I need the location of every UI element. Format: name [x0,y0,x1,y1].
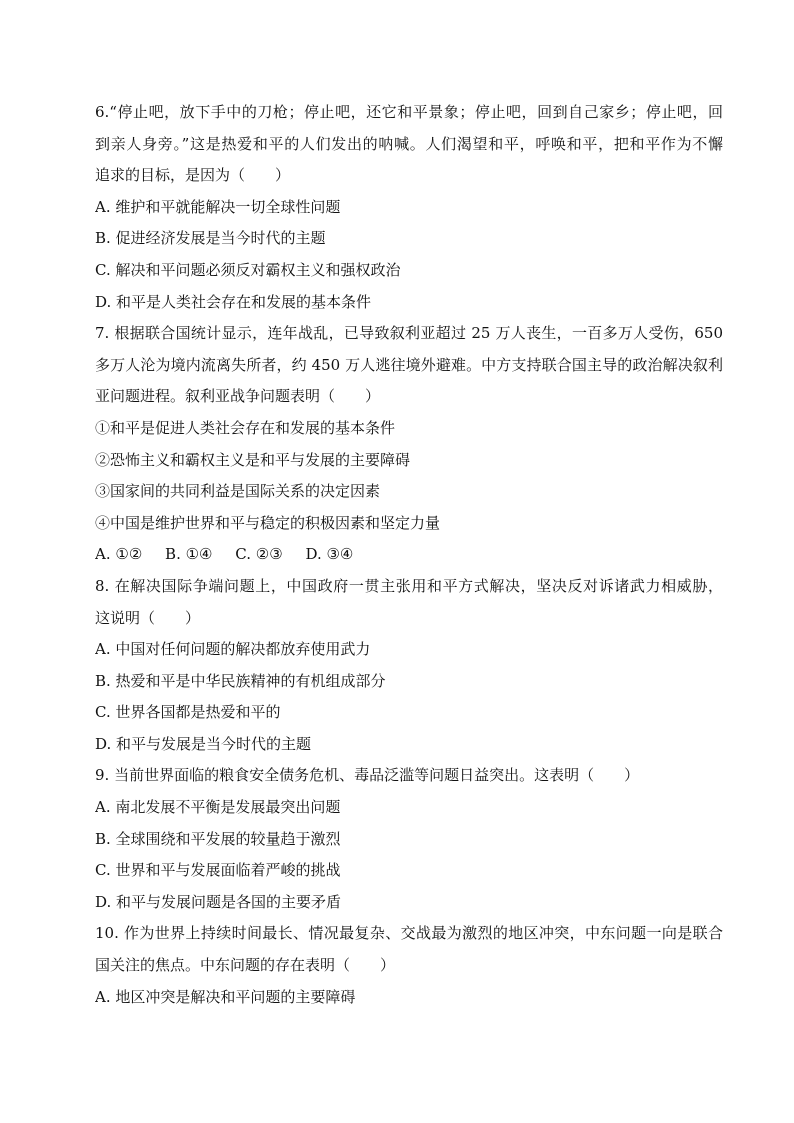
statement-1: ①和平是促进人类社会存在和发展的基本条件 [95,418,396,437]
question-stem-line: 10. 作为世界上持续时间最长、情况最复杂、交战最为激烈的地区冲突，中东问题一向是联合 [95,924,723,943]
question-stem-line: 国关注的焦点。中东问题的存在表明（ ） [95,956,396,975]
question-stem-line: 亚问题进程。叙利亚战争问题表明（ ） [95,387,381,406]
option-b: B. 全球围绕和平发展的较量趋于激烈 [95,829,341,848]
option-d: D. 和平与发展是当今时代的主题 [95,734,312,753]
statement-2: ②恐怖主义和霸权主义是和平与发展的主要障碍 [95,450,411,469]
option-a: A. 中国对任何问题的解决都放弃使用武力 [95,640,371,659]
option-d: D. ③④ [305,545,354,564]
option-d: D. 和平是人类社会存在和发展的基本条件 [95,292,372,311]
question-9 [95,760,723,918]
question-8 [95,571,723,761]
option-a: A. 地区冲突是解决和平问题的主要障碍 [95,987,356,1006]
document-page [95,97,723,1013]
statement-4: ④中国是维护世界和平与稳定的积极因素和坚定力量 [95,513,441,532]
question-stem-line: 8. 在解决国际争端问题上，中国政府一贯主张用和平方式解决，坚决反对诉诸武力相威胁， [95,576,723,595]
option-c: C. 世界各国都是热爱和平的 [95,703,281,722]
options-row [95,539,723,571]
question-stem-line: 7. 根据联合国统计显示，连年战乱，已导致叙利亚超过 25 万人丧生，一百多万人受伤，650 [95,324,723,343]
option-b: B. 热爱和平是中华民族精神的有机组成部分 [95,671,386,690]
question-stem-line: 多万人沦为境内流离失所者，约 450 万人逃往境外避难。中方支持联合国主导的政治解决叙利 [95,355,723,374]
option-a: A. 维护和平就能解决一切全球性问题 [95,197,341,216]
question-stem-line: 追求的目标，是因为（ ） [95,166,291,185]
question-stem-line: 9. 当前世界面临的粮食安全债务危机、毒品泛滥等问题日益突出。这表明（ ） [95,766,640,785]
option-b: B. 促进经济发展是当今时代的主题 [95,229,326,248]
option-d: D. 和平与发展问题是各国的主要矛盾 [95,892,342,911]
option-c: C. ②③ [235,545,283,564]
question-6 [95,97,723,318]
question-10 [95,918,723,1013]
statement-3: ③国家间的共同利益是国际关系的决定因素 [95,482,381,501]
option-c: C. 解决和平问题必须反对霸权主义和强权政治 [95,260,401,279]
question-7 [95,318,723,571]
question-stem-line: 到亲人身旁。”这是热爱和平的人们发出的呐喊。人们渴望和平，呼唤和平，把和平作为不懈 [95,134,723,153]
option-b: B. ①④ [165,545,213,564]
option-a: A. 南北发展不平衡是发展最突出问题 [95,798,341,817]
option-c: C. 世界和平与发展面临着严峻的挑战 [95,861,341,880]
option-a: A. ①② [95,545,143,564]
question-stem-line: 这说明（ ） [95,608,201,627]
question-stem-line: 6.“停止吧，放下手中的刀枪；停止吧，还它和平景象；停止吧，回到自己家乡；停止吧，回 [95,103,723,121]
